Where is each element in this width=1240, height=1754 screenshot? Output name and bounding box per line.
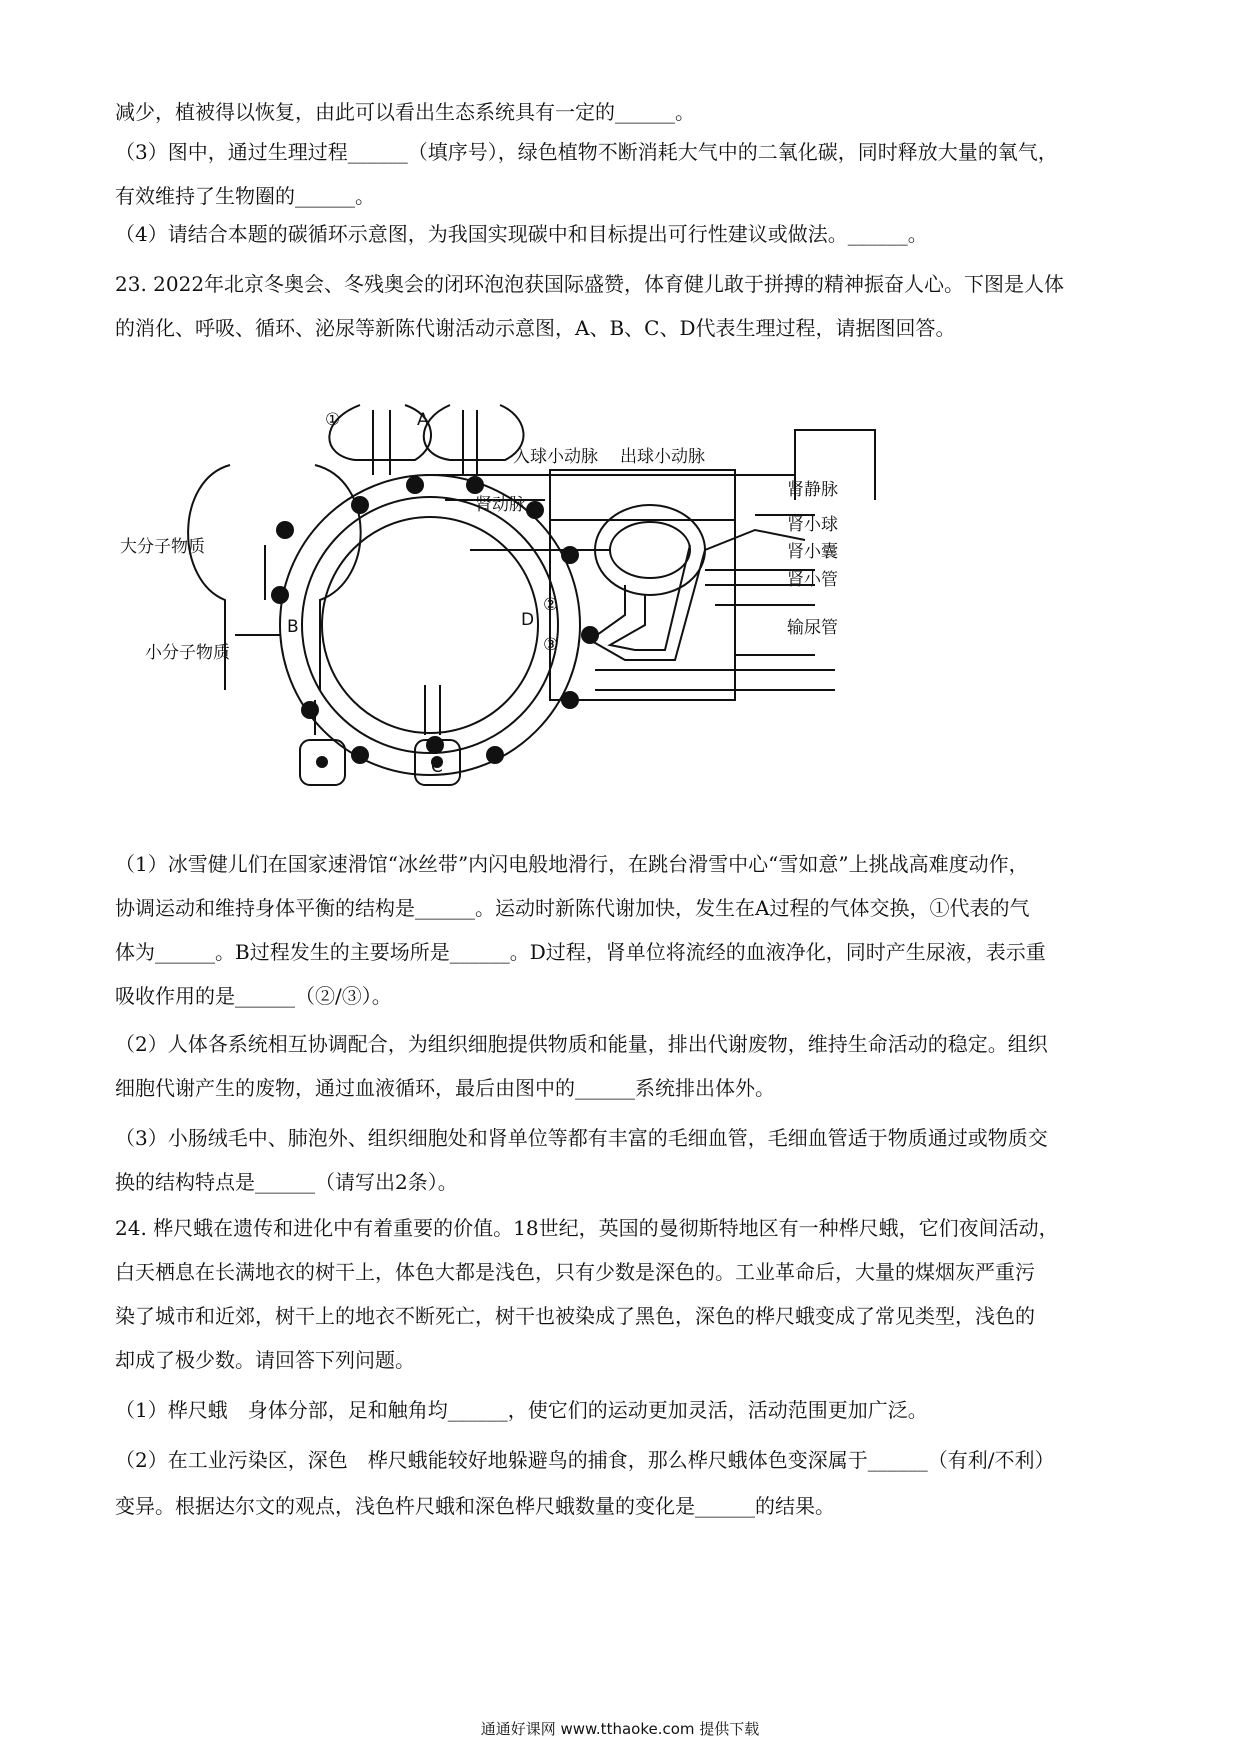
question-23-line: 23. 2022年北京冬奥会、冬残奥会的闭环泡泡获国际盛赞，体育健儿敢于拼搏的精神振奋人心。下图是人体 — [115, 272, 1065, 296]
text-line: （4）请结合本题的碳循环示意图，为我国实现碳中和目标提出可行性建议或做法。______。 — [115, 222, 928, 246]
label-d: D — [521, 610, 535, 630]
label-micro: 小分子物质 — [145, 643, 230, 663]
metabolism-diagram — [115, 400, 975, 820]
label-2: ② — [543, 595, 559, 615]
question-24-line: 24. 桦尺蛾在遗传和进化中有着重要的价值。18世纪，英国的曼彻斯特地区有一种桦尺蛾，它们夜间活动， — [115, 1216, 1059, 1240]
label-capsule: 肾小囊 — [787, 542, 838, 562]
label-renal-vein: 肾静脉 — [787, 480, 838, 500]
label-glomerulus: 肾小球 — [787, 515, 838, 535]
label-ureter: 输尿管 — [787, 618, 838, 638]
text-line: 白天栖息在长满地衣的树干上，体色大都是浅色，只有少数是深色的。工业革命后，大量的煤烟灰严重污 — [115, 1260, 1035, 1284]
text-line: 吸收作用的是______（②/③）。 — [115, 984, 392, 1008]
label-efferent: 出球小动脉 — [620, 447, 705, 467]
label-afferent: 入球小动脉 — [513, 447, 598, 467]
label-a: A — [417, 410, 429, 430]
text-line: 细胞代谢产生的废物，通过血液循环，最后由图中的______系统排出体外。 — [115, 1076, 775, 1100]
label-b: B — [287, 617, 299, 637]
text-line: （3）图中，通过生理过程______（填序号），绿色植物不断消耗大气中的二氧化碳，同时释放大量的氧气， — [115, 140, 1058, 164]
text-line: （3）小肠绒毛中、肺泡外、组织细胞处和肾单位等都有丰富的毛细血管，毛细血管适于物质通过或物质交 — [115, 1126, 1048, 1150]
text-line: （1）桦尺蛾 身体分部，足和触角均______，使它们的运动更加灵活，活动范围更加广泛。 — [115, 1398, 928, 1422]
label-tubule: 肾小管 — [787, 570, 838, 590]
text-line: 换的结构特点是______（请写出2条）。 — [115, 1170, 458, 1194]
text-line: 体为______。B过程发生的主要场所是______。D过程，肾单位将流经的血液净化，同时产生尿液，表示重 — [115, 940, 1046, 964]
text-line: （2）在工业污染区，深色 桦尺蛾能较好地躲避鸟的捕食，那么桦尺蛾体色变深属于______（有利/不利） — [115, 1448, 1055, 1472]
page-footer: 通通好课网 www.tthaoke.com 提供下载 — [480, 1720, 760, 1738]
text-line: 减少，植被得以恢复，由此可以看出生态系统具有一定的______。 — [115, 100, 695, 124]
text-line: 协调运动和维持身体平衡的结构是______。运动时新陈代谢加快，发生在A过程的气体交换，①代表的气 — [115, 896, 1030, 920]
text-line: 变异。根据达尔文的观点，浅色杵尺蛾和深色桦尺蛾数量的变化是______的结果。 — [115, 1494, 835, 1518]
text-line: 却成了极少数。请回答下列问题。 — [115, 1348, 415, 1372]
text-line: 染了城市和近郊，树干上的地衣不断死亡，树干也被染成了黑色，深色的桦尺蛾变成了常见类型，浅色的 — [115, 1304, 1035, 1328]
label-renal-artery: 肾动脉 — [475, 495, 526, 515]
text-line: （1）冰雪健儿们在国家速滑馆“冰丝带”内闪电般地滑行，在跳台滑雪中心“雪如意”上挑战高难度动作， — [115, 852, 1029, 876]
text-line: 的消化、呼吸、循环、泌尿等新陈代谢活动示意图，A、B、C、D代表生理过程，请据图回答。 — [115, 316, 956, 340]
label-macro: 大分子物质 — [120, 537, 205, 557]
text-line: （2）人体各系统相互协调配合，为组织细胞提供物质和能量，排出代谢废物，维持生命活动的稳定。组织 — [115, 1032, 1048, 1056]
text-line: 有效维持了生物圈的______。 — [115, 184, 375, 208]
label-c: C — [431, 757, 443, 777]
label-3: ③ — [543, 635, 559, 655]
label-1: ① — [325, 410, 341, 430]
